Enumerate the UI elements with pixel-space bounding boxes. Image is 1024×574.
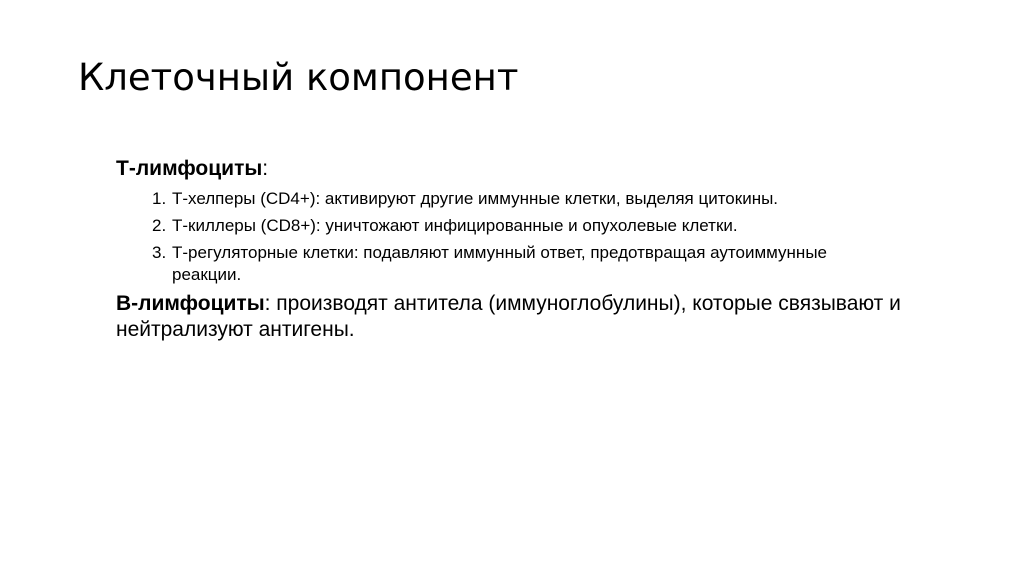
list-item-number: 3. (152, 243, 167, 262)
list-item-text: Т-киллеры (CD8+): уничтожают инфицированные и опухолевые клетки. (172, 216, 738, 235)
slide-body (116, 154, 956, 343)
b-lymphocytes-label: В-лимфоциты (116, 292, 265, 315)
t-lymphocytes-colon: : (262, 157, 269, 180)
list-item (152, 188, 956, 210)
slide-title: Клеточный компонент (78, 56, 519, 99)
b-lymphocytes-paragraph (116, 291, 946, 343)
list-item-number: 1. (152, 189, 167, 208)
b-lymphocytes-text: : производят антитела (иммуноглобулины), которые связывают и нейтрализуют антигены. (116, 292, 901, 341)
list-item-number: 2. (152, 216, 167, 235)
list-item-text: Т-регуляторные клетки: подавляют иммунный ответ, предотвращая аутоиммунные реакции. (172, 243, 827, 284)
list-item (152, 215, 956, 237)
list-item (152, 242, 872, 286)
list-item-text: Т-хелперы (CD4+): активируют другие иммунные клетки, выделяя цитокины. (172, 189, 779, 208)
t-lymphocytes-heading (116, 154, 956, 184)
t-lymphocytes-label: Т-лимфоциты (116, 157, 263, 180)
t-lymphocytes-list (116, 188, 956, 286)
